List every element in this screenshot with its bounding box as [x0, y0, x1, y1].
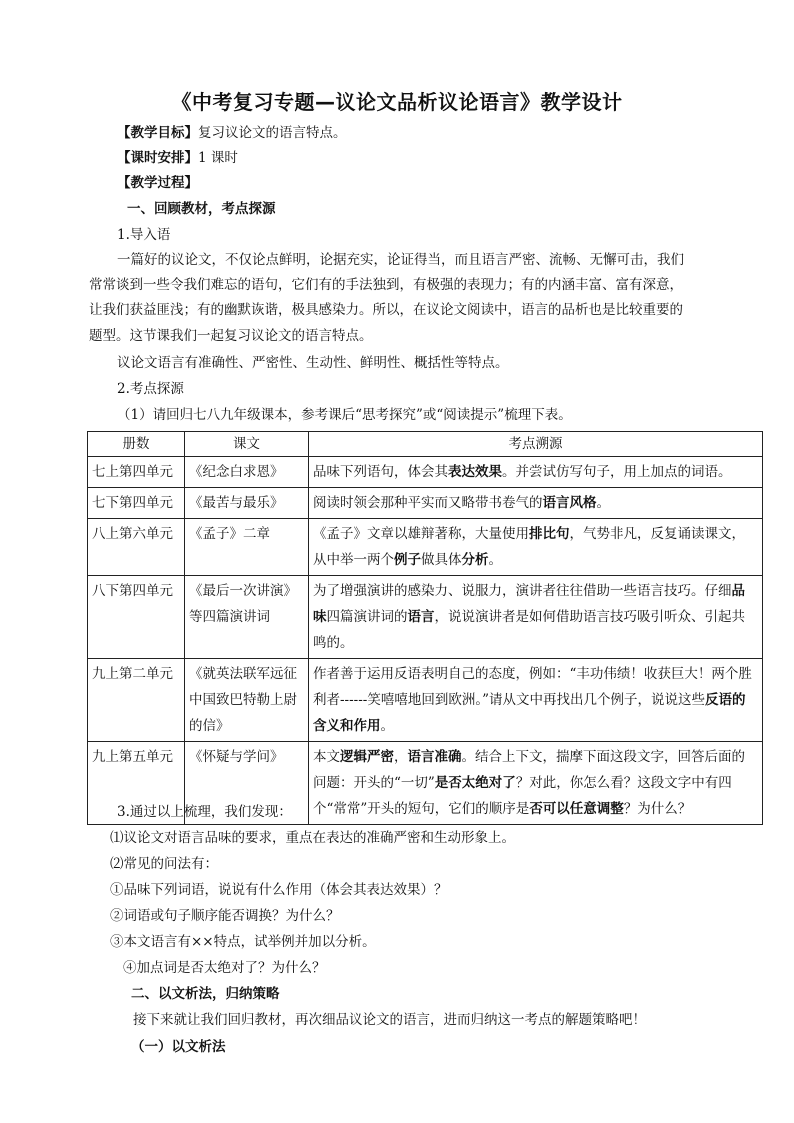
cell-source: [309, 519, 763, 576]
source-text: ，: [394, 749, 408, 765]
source-instruction: （1）请回归七八九年级课本，参考课后“思考探究”或“阅读提示”梳理下表。: [117, 407, 572, 423]
section2-sub: （一）以文析法: [131, 1039, 226, 1055]
cell-book: 七下第四单元: [88, 488, 185, 519]
source-text: 品味下列语句，体会其: [313, 464, 448, 480]
schedule-line: [117, 149, 238, 167]
cell-lesson: 《怀疑与学问》: [185, 742, 309, 825]
objective-text: 复习议论文的语言特点。: [198, 125, 347, 141]
source-heading: 2.考点探源: [117, 381, 184, 397]
header-lesson: 课文: [185, 432, 309, 457]
intro-line: 让我们获益匪浅；有的幽默诙谐，极具感染力。所以，在议论文阅读中，语言的品析也是比较重要的: [89, 302, 683, 318]
emphasis-text: 表达效果: [448, 464, 502, 480]
schedule-label: 【课时安排】: [117, 150, 198, 166]
emphasis-text: 是否太绝对了: [434, 775, 516, 791]
table-row: [88, 457, 763, 488]
source-text: 四篇演讲词的: [326, 609, 408, 625]
cell-book: 八下第四单元: [88, 576, 185, 659]
source-text: 。结合上下文，揣摩下面这段文字，回答后面的问题：开头的“一切”: [313, 749, 745, 791]
emphasis-text: 分析: [461, 552, 489, 568]
source-text: 。: [488, 552, 502, 568]
section2-text: 接下来就让我们回归教材，再次细品议论文的语言，进而归纳这一考点的解题策略吧！: [133, 1012, 646, 1028]
objective-label: 【教学目标】: [117, 125, 198, 141]
source-text: 作者善于运用反语表明自己的态度，例如：“丰功伟绩！收获巨大！两个胜利者------笑嘻嘻地回到欧洲。”请从文中再找出几个例子，说说这些: [313, 666, 752, 708]
intro-line: 一篇好的议论文，不仅论点鲜明，论据充实，论证得当，而且语言严密、流畅、无懈可击，我们: [117, 252, 684, 268]
emphasis-text: 语言风格: [542, 495, 597, 511]
source-text: ，气势非凡，反复诵读课文，从中举一两个: [313, 526, 745, 568]
cell-book: 九上第二单元: [88, 659, 185, 742]
emphasis-text: 例子: [394, 552, 421, 568]
emphasis-text: 语言: [407, 609, 435, 625]
source-text: 。并尝试仿写句子，用上加点的词语。: [502, 464, 732, 480]
header-book: 册数: [88, 432, 185, 457]
emphasis-text: 否可以任意调整: [529, 801, 624, 817]
emphasis-text: 反语的含义和作用: [313, 692, 746, 734]
cell-book: 七上第四单元: [88, 457, 185, 488]
source-text: 做具体: [421, 552, 462, 568]
source-text: ？为什么？: [623, 801, 692, 817]
intro-heading: 1.导入语: [117, 227, 171, 243]
cell-source: [309, 576, 763, 659]
question-2: ②词语或句子顺序能否调换？为什么？: [110, 908, 340, 924]
cell-lesson: 《最苦与最乐》: [185, 488, 309, 519]
question-3: ③本文语言有××特点，试举例并加以分析。: [110, 934, 376, 950]
features-line: 议论文语言有准确性、严密性、生动性、鲜明性、概括性等特点。: [117, 355, 509, 371]
emphasis-text: 逻辑严密: [340, 749, 394, 765]
table-row: [88, 576, 763, 659]
section2-heading: 二、以文析法，归纳策略: [131, 986, 280, 1002]
source-text: ，说说演讲者是如何借助语言技巧吸引听众、引起共鸣的。: [313, 609, 745, 651]
cell-book: 八上第六单元: [88, 519, 185, 576]
source-text: 。: [596, 495, 610, 511]
curriculum-table: [87, 431, 763, 825]
process-label: 【教学过程】: [117, 175, 198, 191]
findings-point2: ⑵常见的问法有：: [110, 856, 218, 872]
page-title: 《中考复习专题—议论文品析议论语言》教学设计: [171, 90, 623, 114]
intro-line: 题型。这节课我们一起复习议论文的语言特点。: [89, 328, 373, 344]
table-row: [88, 519, 763, 576]
cell-lesson: 《纪念白求恩》: [185, 457, 309, 488]
source-text: ？对此，你怎么看？这段文字中有四个“常常”开头的短句，它们的顺序是: [313, 775, 732, 817]
cell-source: [309, 659, 763, 742]
emphasis-text: 语言准确: [407, 749, 462, 765]
cell-book: 九上第五单元: [88, 742, 185, 825]
question-1: ①品味下列词语，说说有什么作用（体会其表达效果）？: [110, 882, 448, 898]
question-4: ④加点词是否太绝对了？为什么？: [123, 960, 326, 976]
table-row: [88, 488, 763, 519]
cell-lesson: 《最后一次讲演》等四篇演讲词: [185, 576, 309, 659]
findings-heading: 3.通过以上梳理，我们发现：: [117, 804, 292, 820]
schedule-text: 1 课时: [198, 150, 238, 166]
source-text: 为了增强演讲的感染力、说服力，演讲者往往借助一些语言技巧。仔细: [313, 583, 732, 599]
source-text: 《孟子》文章以雄辩著称，大量使用: [313, 526, 529, 542]
cell-source: [309, 488, 763, 519]
emphasis-text: 排比句: [529, 526, 570, 542]
objective-line: [117, 124, 347, 142]
findings-point1: ⑴议论文对语言品味的要求，重点在表达的准确严密和生动形象上。: [110, 830, 515, 846]
header-source: 考点溯源: [309, 432, 763, 457]
emphasis-text: 品味: [313, 583, 745, 625]
table-header-row: [88, 432, 763, 457]
section1-heading: 一、回顾教材，考点探源: [127, 201, 276, 217]
source-text: 。: [380, 718, 394, 734]
source-text: 本文: [313, 749, 340, 765]
cell-lesson: 《孟子》二章: [185, 519, 309, 576]
intro-line: 常常谈到一些令我们难忘的语句，它们有的手法独到，有极强的表现力；有的内涵丰富、富有深意，: [89, 277, 683, 293]
cell-lesson: 《就英法联军远征中国致巴特勒上尉的信》: [185, 659, 309, 742]
cell-source: [309, 742, 763, 825]
cell-source: [309, 457, 763, 488]
table-row: [88, 659, 763, 742]
source-text: 阅读时领会那种平实而又略带书卷气的: [313, 495, 543, 511]
